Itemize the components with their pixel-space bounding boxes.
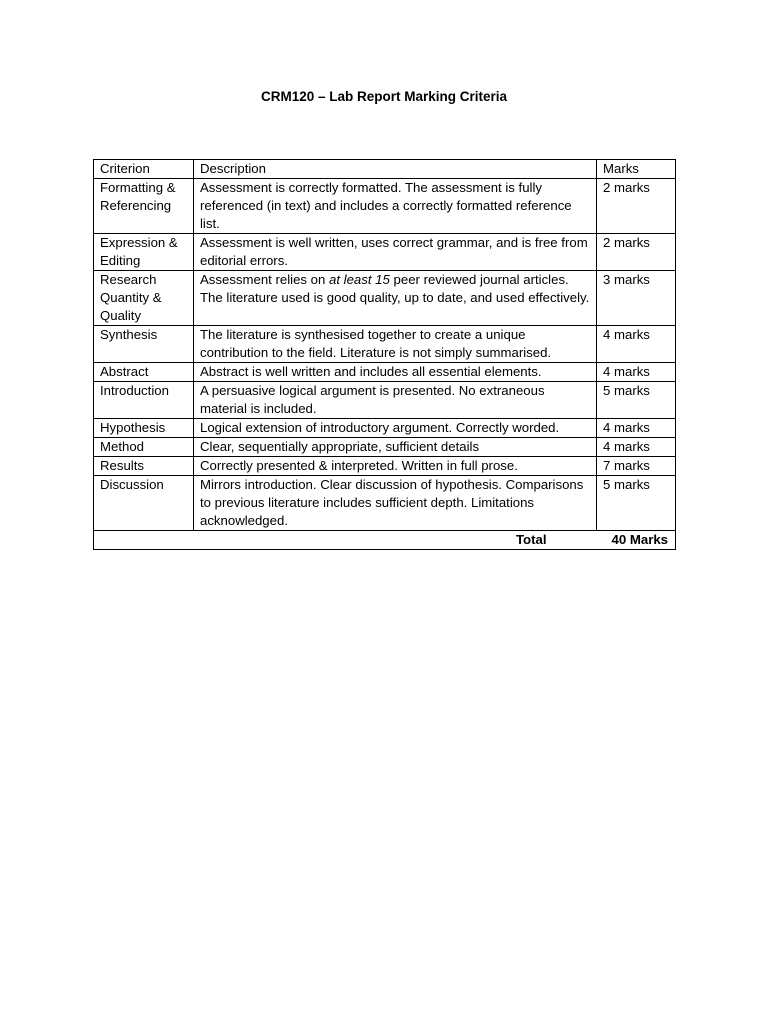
marks-cell: 4 marks	[597, 419, 676, 438]
total-label: Total	[94, 531, 597, 550]
page-title: CRM120 – Lab Report Marking Criteria	[260, 89, 508, 104]
description-text: peer reviewed journal articles. The literature used is good quality, up to date, and used effectively.	[200, 272, 590, 305]
description-cell: A persuasive logical argument is presented. No extraneous material is included.	[194, 382, 597, 419]
table-row	[94, 179, 676, 234]
marks-cell: 4 marks	[597, 438, 676, 457]
marks-cell: 5 marks	[597, 382, 676, 419]
criterion-cell: Method	[94, 438, 194, 457]
criterion-cell: Introduction	[94, 382, 194, 419]
table-row	[94, 438, 676, 457]
table-row	[94, 476, 676, 531]
table-row	[94, 382, 676, 419]
marks-cell: 5 marks	[597, 476, 676, 531]
criterion-cell: Results	[94, 457, 194, 476]
table-row	[94, 234, 676, 271]
total-row	[94, 531, 676, 550]
criterion-cell: Abstract	[94, 363, 194, 382]
header-description: Description	[194, 160, 597, 179]
description-cell: The literature is synthesised together to create a unique contribution to the field. Literature is not simply summarised.	[194, 326, 597, 363]
total-value: 40 Marks	[597, 531, 676, 550]
criterion-cell: Hypothesis	[94, 419, 194, 438]
marks-cell: 2 marks	[597, 179, 676, 234]
description-cell: Clear, sequentially appropriate, sufficient details	[194, 438, 597, 457]
description-cell: Correctly presented & interpreted. Written in full prose.	[194, 457, 597, 476]
description-cell	[194, 271, 597, 326]
header-criterion: Criterion	[94, 160, 194, 179]
description-cell: Abstract is well written and includes all essential elements.	[194, 363, 597, 382]
description-cell: Mirrors introduction. Clear discussion of hypothesis. Comparisons to previous literature includes sufficient depth. Limitations acknowledged.	[194, 476, 597, 531]
table-row	[94, 363, 676, 382]
criterion-cell: Synthesis	[94, 326, 194, 363]
description-cell: Assessment is correctly formatted. The assessment is fully referenced (in text) and includes a correctly formatted reference list.	[194, 179, 597, 234]
header-marks: Marks	[597, 160, 676, 179]
marking-criteria-table	[93, 159, 676, 550]
description-text: Assessment relies on	[200, 272, 329, 287]
marks-cell: 2 marks	[597, 234, 676, 271]
marks-cell: 4 marks	[597, 363, 676, 382]
table-row	[94, 457, 676, 476]
description-cell: Assessment is well written, uses correct grammar, and is free from editorial errors.	[194, 234, 597, 271]
criterion-cell: Expression & Editing	[94, 234, 194, 271]
marks-cell: 3 marks	[597, 271, 676, 326]
table-row	[94, 419, 676, 438]
table-header-row	[94, 160, 676, 179]
description-emphasis: at least 15	[329, 272, 390, 287]
criterion-cell: Research Quantity & Quality	[94, 271, 194, 326]
marks-cell: 4 marks	[597, 326, 676, 363]
table-row	[94, 326, 676, 363]
table-row	[94, 271, 676, 326]
marks-cell: 7 marks	[597, 457, 676, 476]
criterion-cell: Formatting & Referencing	[94, 179, 194, 234]
description-cell: Logical extension of introductory argument. Correctly worded.	[194, 419, 597, 438]
criterion-cell: Discussion	[94, 476, 194, 531]
